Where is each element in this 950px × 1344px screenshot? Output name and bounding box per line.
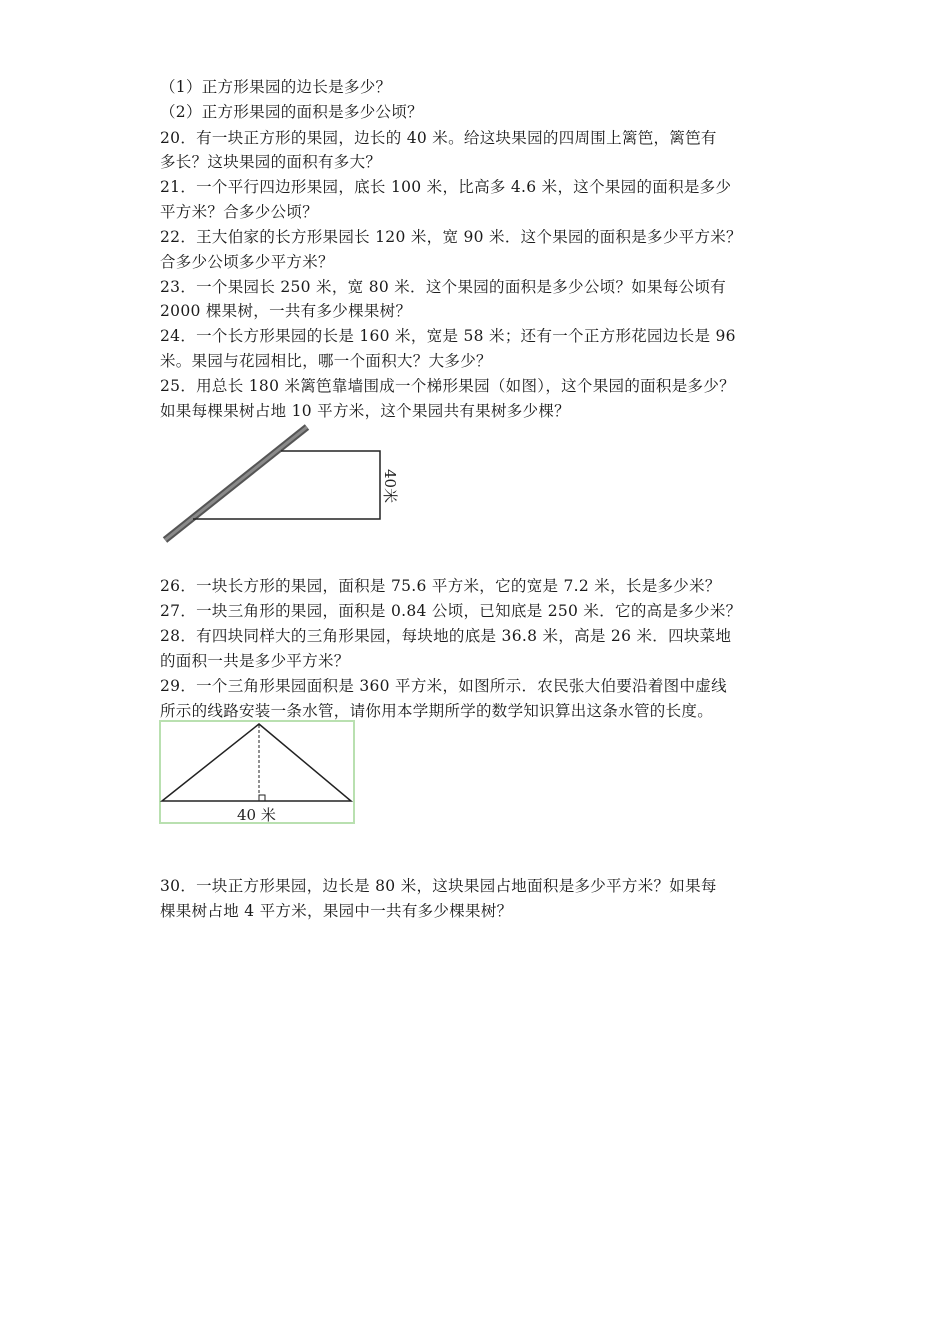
triangle xyxy=(162,724,351,801)
height-label: 40米 xyxy=(381,469,399,504)
q24-line-2: 米。果园与花园相比，哪一个面积大？大多少？ xyxy=(160,352,492,370)
q27-line: 27．一块三角形的果园，面积是 0.84 公顷，已知底是 250 米．它的高是多少米？ xyxy=(160,602,742,620)
q22-line-2: 合多少公顷多少平方米？ xyxy=(160,253,334,271)
wall-highlight xyxy=(165,427,307,540)
q23-line-2: 2000 棵果树，一共有多少棵果树？ xyxy=(160,302,412,320)
q25-line-1: 25．用总长 180 米篱笆靠墙围成一个梯形果园（如图），这个果园的面积是多少？ xyxy=(160,377,735,395)
q25-line-2: 如果每棵果树占地 10 平方米，这个果园共有果树多少棵？ xyxy=(160,402,570,420)
trapezoid-orchard-figure xyxy=(155,420,405,550)
q21-line-2: 平方米？合多少公顷？ xyxy=(160,203,319,221)
q20-line-1: 20．有一块正方形的果园，边长的 40 米。给这块果园的四周围上篱笆，篱笆有 xyxy=(160,129,717,147)
q23-line-1: 23．一个果园长 250 米，宽 80 米．这个果园的面积是多少公顷？如果每公顷有 xyxy=(160,278,727,296)
q22-line-1: 22．王大伯家的长方形果园长 120 米，宽 90 米．这个果园的面积是多少平方米？ xyxy=(160,228,742,246)
q30-line-1: 30．一块正方形果园，边长是 80 米，这块果园占地面积是多少平方米？如果每 xyxy=(160,877,717,895)
q28-line-2: 的面积一共是多少平方米？ xyxy=(160,652,350,670)
q29-line-2: 所示的线路安装一条水管，请你用本学期所学的数学知识算出这条水管的长度。 xyxy=(160,702,714,720)
q21-line-1: 21．一个平行四边形果园，底长 100 米，比高多 4.6 米，这个果园的面积是多少 xyxy=(160,178,732,196)
q30-line-2: 棵果树占地 4 平方米，果园中一共有多少棵果树？ xyxy=(160,902,513,920)
q29-line-1: 29．一个三角形果园面积是 360 平方米，如图所示．农民张大伯要沿着图中虚线 xyxy=(160,677,727,695)
line-1: （1）正方形果园的边长是多少？ xyxy=(160,78,392,96)
q28-line-1: 28．有四块同样大的三角形果园，每块地的底是 36.8 米，高是 26 米．四块菜地 xyxy=(160,627,732,645)
line-2: （2）正方形果园的面积是多少公顷？ xyxy=(160,103,423,121)
base-label: 40 米 xyxy=(237,806,276,824)
q20-line-2: 多长？这块果园的面积有多大？ xyxy=(160,153,382,171)
triangle-orchard-figure xyxy=(159,720,355,825)
right-angle-mark xyxy=(259,795,265,801)
q26-line: 26．一块长方形的果园，面积是 75.6 平方米，它的宽是 7.2 米，长是多少米？ xyxy=(160,577,721,595)
fence xyxy=(193,451,380,519)
q24-line-1: 24．一个长方形果园的长是 160 米，宽是 58 米；还有一个正方形花园边长是 96 xyxy=(160,327,736,345)
